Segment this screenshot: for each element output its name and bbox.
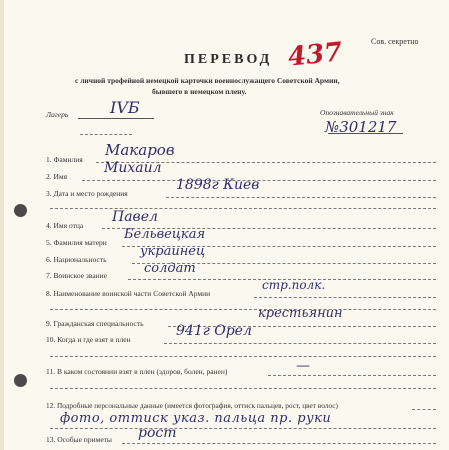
field-12-extra-line <box>50 428 436 429</box>
field-11-line <box>268 375 436 376</box>
id-tag-value: №301217 <box>325 118 397 136</box>
surname-value: Макаров <box>105 141 175 159</box>
nationality-value: украинец <box>140 244 206 259</box>
classification-stamp: Сов. секретно <box>371 37 419 46</box>
id-tag-label: Опознавательный знак <box>320 108 394 117</box>
field-10-label: 10. Когда и где взят в плен <box>46 335 131 344</box>
field-1-label: 1. Фамилия <box>46 155 83 164</box>
field-12-line <box>412 409 436 410</box>
field-12-label: 12. Подробные персональные данные (имеется фотография, оттиск пальцев, рост, цвет волос) <box>46 401 338 410</box>
punch-hole-upper <box>14 204 27 217</box>
card-number: 437 <box>286 37 344 73</box>
first-name-value: Михаил <box>104 160 162 176</box>
father-name-value: Павел <box>112 209 158 225</box>
rank-value: солдат <box>144 261 196 276</box>
field-13-label: 13. Особые приметы <box>46 435 112 444</box>
camp-extra-line <box>80 134 132 135</box>
subtitle-line-1: с личной трофейной немецкой карточки военнослужащего Советской Армии, <box>75 76 340 85</box>
birth-date-place-value: 1898г Киев <box>176 177 260 193</box>
field-3-line <box>166 197 436 198</box>
page-edge <box>0 0 4 450</box>
field-4-label: 4. Имя отца <box>46 221 84 230</box>
camp-label: Лагерь <box>46 110 69 119</box>
military-unit-value: стр.полк. <box>262 278 326 292</box>
mother-surname-value: Бельвецкая <box>124 227 206 242</box>
distinguishing-marks-value: рост <box>138 425 177 441</box>
document-title: ПЕРЕВОД <box>184 52 273 67</box>
id-tag-underline <box>328 133 403 134</box>
capture-condition-value: — <box>296 358 310 374</box>
field-10-line <box>164 343 436 344</box>
subtitle-line-2: бывшего в немецком плену. <box>152 87 247 96</box>
field-8-line <box>254 297 436 298</box>
capture-place-value: 941г Орел <box>176 323 252 339</box>
personal-data-value: фото, оттиск указ. пальца пр. руки <box>60 411 332 426</box>
field-10-extra-line <box>50 356 436 357</box>
camp-underline <box>78 118 154 119</box>
field-13-line <box>122 443 436 444</box>
field-3-extra-line <box>50 208 436 209</box>
field-11-label: 11. В каком состоянии взят в плен (здоров, болен, ранен) <box>46 367 228 376</box>
punch-hole-lower <box>14 374 27 387</box>
camp-value: IVБ <box>110 98 140 117</box>
field-6-label: 6. Национальность <box>46 255 107 264</box>
field-2-label: 2. Имя <box>46 172 68 181</box>
field-7-label: 7. Воинское звание <box>46 271 108 280</box>
field-8-extra-line <box>50 309 436 310</box>
civil-profession-value: крестьянин <box>258 306 343 321</box>
field-9-label: 9. Гражданская специальность <box>46 319 144 328</box>
field-11-extra-line <box>50 388 436 389</box>
field-5-label: 5. Фамилия матери <box>46 238 107 247</box>
field-3-label: 3. Дата и место рождения <box>46 189 128 198</box>
field-8-label: 8. Наименование воинской части Советской Армии <box>46 289 211 298</box>
